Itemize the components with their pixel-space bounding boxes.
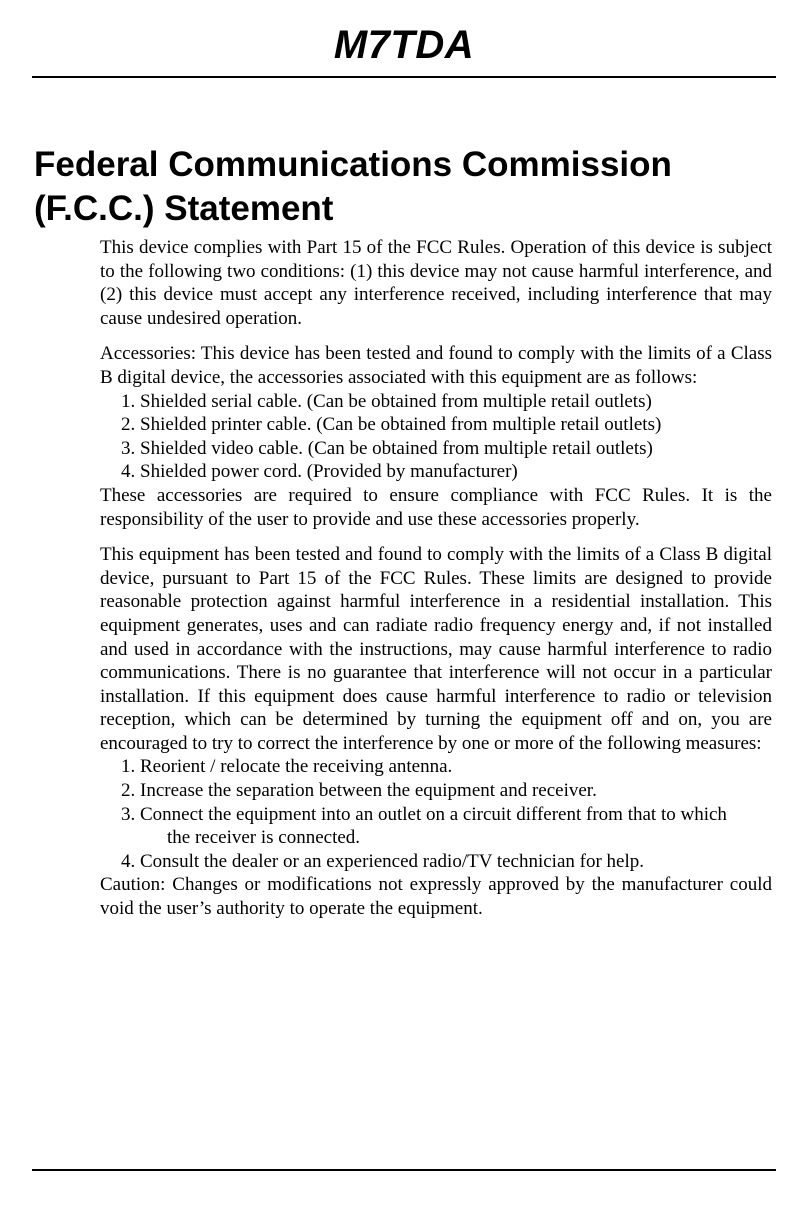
accessories-intro-paragraph: Accessories: This device has been tested and found to comply with the limits of a Class B digital device, the accessories associated with this equipment are as follows: xyxy=(100,343,772,388)
accessories-list xyxy=(100,390,772,484)
model-title: M7TDA xyxy=(333,23,475,67)
measures-list xyxy=(100,755,772,873)
section-title-line-2: (F.C.C.) Statement xyxy=(34,189,334,228)
list-item xyxy=(100,803,772,850)
list-item: 4. Shielded power cord. (Provided by manufacturer) xyxy=(121,461,518,483)
caution-paragraph: Caution: Changes or modifications not expressly approved by the manufacturer could void the user’s authority to operate the equipment. xyxy=(100,874,772,920)
equipment-paragraph: This equipment has been tested and found to comply with the limits of a Class B digital device, pursuant to Part 15 of the FCC Rules. These limits are designed to provide reasonable protection against harmful interference in a residential installation. This equipment generates, uses and can radiate radio frequency energy and, if not installed and used in accordance with the instructions, may cause harmful interference to radio communications. There is no guarantee that interference will not occur in a particular installation. If this equipment does cause harmful interference to radio or television reception, which can be determined by turning the equipment off and on, you are encouraged to try to correct the interference by one or more of the following measures: xyxy=(100,544,772,754)
list-item: 1. Reorient / relocate the receiving antenna. xyxy=(121,756,453,778)
list-item-continuation: the receiver is connected. xyxy=(167,827,361,849)
compliance-paragraph: This device complies with Part 15 of the FCC Rules. Operation of this device is subject to the following two conditions: (1) this device may not cause harmful interference, and (2) this device must accept any interference received, including interference that may cause undesired operation. xyxy=(100,237,772,329)
list-item-line: 3. Connect the equipment into an outlet on a circuit different from that to which xyxy=(121,803,727,825)
list-item: 2. Increase the separation between the equipment and receiver. xyxy=(121,780,597,802)
statement-body xyxy=(100,236,772,921)
accessories-note-paragraph: These accessories are required to ensure compliance with FCC Rules. It is the responsibility of the user to provide and use these accessories properly. xyxy=(100,484,772,530)
footer-rule xyxy=(32,1169,776,1171)
list-item: 3. Shielded video cable. (Can be obtained from multiple retail outlets) xyxy=(121,437,653,459)
section-title-line-1: Federal Communications Commission xyxy=(34,145,672,184)
list-item: 2. Shielded printer cable. (Can be obtained from multiple retail outlets) xyxy=(121,414,662,436)
list-item: 1. Shielded serial cable. (Can be obtained from multiple retail outlets) xyxy=(121,390,652,412)
page-header xyxy=(32,18,776,78)
section-title xyxy=(34,143,774,231)
list-item: 4. Consult the dealer or an experienced radio/TV technician for help. xyxy=(121,850,645,872)
